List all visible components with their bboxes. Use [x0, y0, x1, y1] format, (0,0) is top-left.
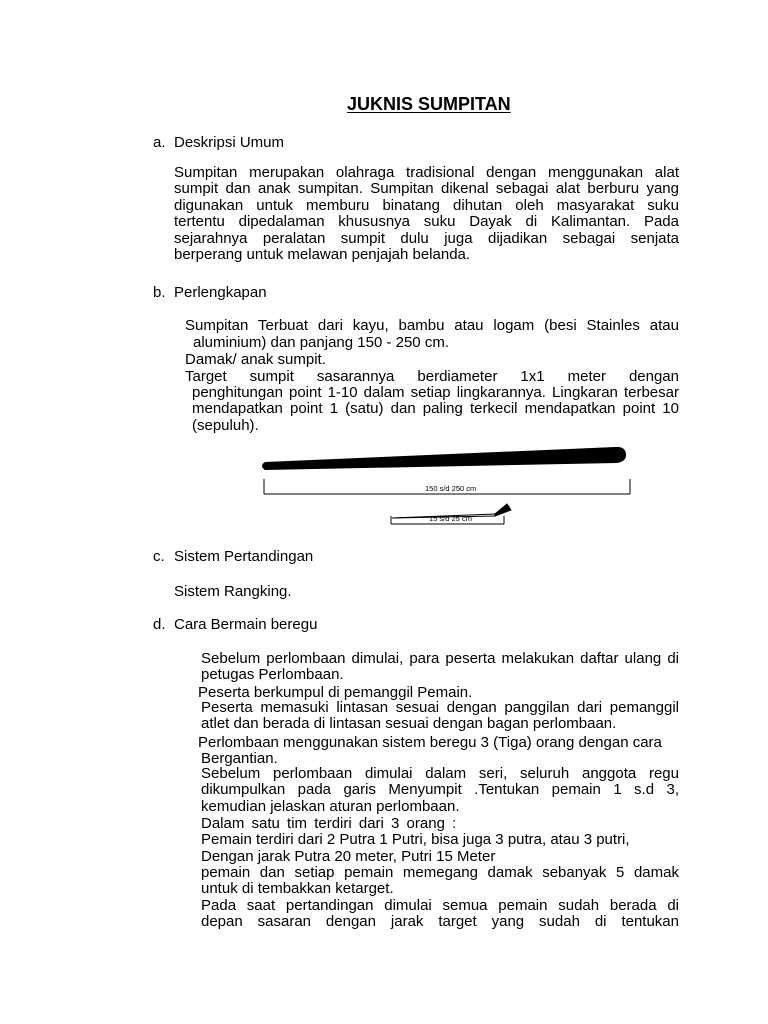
text-line: sumpit dan anak sumpitan. Sumpitan dikenal sebagai alat berburu yang — [174, 180, 679, 198]
section-b-heading — [153, 285, 267, 302]
text-line: berperang untuk melawan penjajah belanda. — [174, 245, 471, 263]
text-line: (sepuluh). — [192, 416, 259, 434]
equipment-item-target-cont — [192, 385, 679, 434]
procedure-item — [201, 898, 679, 931]
procedure-item — [201, 766, 679, 815]
sumpit-figure — [255, 436, 635, 528]
procedure-item: Dengan jarak Putra 20 meter, Putri 15 Meter — [201, 848, 496, 865]
text-line: Sebelum perlombaan dimulai, para peserta melakukan daftar ulang di — [201, 650, 679, 667]
section-d-title: Cara Bermain beregu — [174, 616, 318, 633]
text-line: depan sasaran dengan jarak target yang sudah di tentukan — [201, 913, 679, 931]
text-line: pemain dan setiap pemain memegang damak sebanyak 5 damak — [201, 864, 679, 881]
text-line: Sumpitan Terbuat dari kayu, bambu atau logam (besi Stainles atau — [185, 317, 679, 334]
text-line: sejarahnya peralatan sumpit dulu juga dijadikan sebagai senjata — [174, 229, 679, 247]
section-d-heading — [153, 617, 317, 634]
text-line: petugas Perlombaan. — [201, 666, 344, 684]
sumpit-shape — [262, 447, 626, 470]
text-line: Sumpitan merupakan olahraga tradisional dengan menggunakan alat — [174, 164, 679, 181]
text-line: Pada saat pertandingan dimulai semua pemain sudah berada di — [201, 897, 679, 914]
section-b-title: Perlengkapan — [174, 284, 267, 301]
text-line: penghitungan point 1-10 dalam setiap lingkarannya. Lingkaran terbesar — [192, 384, 679, 401]
section-c-mark: c. — [153, 548, 165, 565]
equipment-item-sumpitan — [185, 318, 679, 334]
text-line: dikumpulkan pada garis Menyumpit .Tentukan pemain 1 s.d 3, — [201, 781, 679, 799]
procedure-item — [201, 700, 679, 733]
text-line: Peserta memasuki lintasan sesuai dengan panggilan dari pemanggil — [201, 699, 679, 716]
section-a-paragraph — [174, 165, 679, 263]
procedure-item-cont: Bergantian. — [201, 750, 278, 767]
procedure-item: Perlombaan menggunakan sistem beregu 3 (Tiga) orang dengan cara — [198, 734, 662, 751]
section-c-heading — [153, 549, 313, 566]
procedure-item — [201, 865, 679, 898]
equipment-item-target — [185, 369, 679, 385]
procedure-item — [201, 651, 679, 684]
text-line: kemudian jelaskan aturan perlombaan. — [201, 797, 460, 815]
section-a-heading — [153, 135, 284, 152]
text-line: mendapatkan point 1 (satu) dan paling terkecil mendapatkan point 10 — [192, 400, 679, 418]
section-c-title: Sistem Pertandingan — [174, 548, 314, 565]
section-b-mark: b. — [153, 284, 166, 301]
procedure-item: Dalam satu tim terdiri dari 3 orang : — [201, 815, 457, 832]
section-c-text: Sistem Rangking. — [174, 583, 292, 600]
text-line: digunakan untuk memburu binatang dihutan oleh masyarakat suku — [174, 196, 679, 214]
text-line: Sebelum perlombaan dimulai dalam seri, seluruh anggota regu — [201, 765, 679, 782]
procedure-item: Peserta berkumpul di pemanggil Pemain. — [198, 684, 473, 701]
section-d-mark: d. — [153, 616, 166, 633]
equipment-item-damak: Damak/ anak sumpit. — [185, 351, 326, 368]
text-line: Target sumpit sasarannya berdiameter 1x1 meter dengan — [185, 368, 679, 385]
damak-length-label: 15 s/d 25 cm — [429, 514, 472, 523]
page-title: JUKNIS SUMPITAN — [347, 94, 511, 114]
sumpit-length-label: 150 s/d 250 cm — [425, 484, 477, 493]
section-a-title: Deskripsi Umum — [174, 134, 285, 151]
text-line: atlet dan berada di lintasan sesuai dengan bagan perlombaan. — [201, 715, 617, 733]
text-line: untuk di tembakkan ketarget. — [201, 880, 394, 898]
text-line: tertentu dipedalaman khususnya suku Dayak di Kalimantan. Pada — [174, 213, 679, 231]
text-line: aluminium) dan panjang 150 - 250 cm. — [193, 334, 449, 351]
procedure-item: Pemain terdiri dari 2 Putra 1 Putri, bisa juga 3 putra, atau 3 putri, — [201, 831, 630, 848]
section-a-mark: a. — [153, 134, 166, 151]
